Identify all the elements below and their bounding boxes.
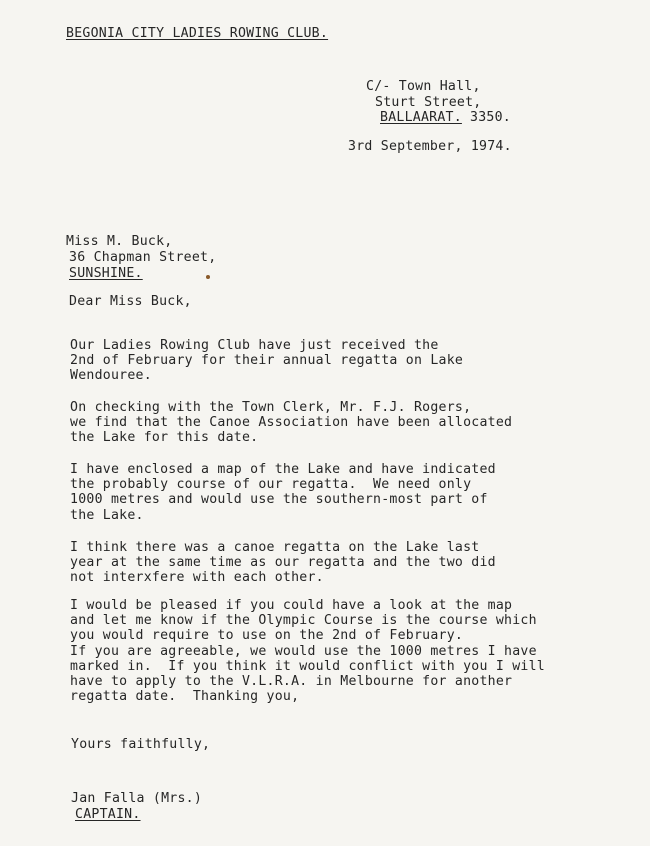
paragraph-2 xyxy=(70,400,512,446)
paragraph-line: the probably course of our regatta. We need only xyxy=(70,477,472,493)
recipient-street: 36 Chapman Street, xyxy=(69,250,217,265)
paragraph-line: you would require to use on the 2nd of February. xyxy=(70,628,464,644)
paragraph-line: we find that the Canoe Association have been allocated xyxy=(70,415,513,431)
paragraph-line: have to apply to the V.L.R.A. in Melbourne for another xyxy=(70,674,513,690)
paragraph-line: On checking with the Town Clerk, Mr. F.J. Rogers, xyxy=(70,400,472,415)
paragraph-line: I would be pleased if you could have a look at the map xyxy=(70,598,513,613)
paragraph-line: year at the same time as our regatta and the two did xyxy=(70,555,496,571)
paragraph-1 xyxy=(70,338,463,384)
paragraph-line: 2nd of February for their annual regatta on Lake xyxy=(70,353,464,369)
paragraph-line: I have enclosed a map of the Lake and have indicated xyxy=(70,462,496,477)
paragraph-line: 1000 metres and would use the southern-most part of xyxy=(70,492,488,508)
paragraph-3 xyxy=(70,462,496,523)
ink-spot xyxy=(206,275,210,279)
paragraph-4 xyxy=(70,540,496,586)
salutation: Dear Miss Buck, xyxy=(69,294,192,309)
recipient-name: Miss M. Buck, xyxy=(66,234,173,249)
sender-postcode: 3350. xyxy=(470,110,511,125)
recipient-suburb: SUNSHINE. xyxy=(69,266,143,281)
paragraph-line: Wendouree. xyxy=(70,368,152,384)
paragraph-line: the Lake for this date. xyxy=(70,430,259,446)
paragraph-5 xyxy=(70,598,545,704)
letterhead: BEGONIA CITY LADIES ROWING CLUB. xyxy=(66,26,329,41)
paragraph-line: the Lake. xyxy=(70,507,144,523)
paragraph-line: and let me know if the Olympic Course is the course which xyxy=(70,613,537,629)
sender-city: BALLAARAT. xyxy=(380,110,462,125)
paragraph-line: marked in. If you think it would conflict with you I will xyxy=(70,658,545,674)
paragraph-line: If you are agreeable, we would use the 1000 metres I have xyxy=(70,643,537,659)
sender-address-line1: C/- Town Hall, xyxy=(366,79,481,94)
paragraph-line: regatta date. Thanking you, xyxy=(70,689,300,705)
paragraph-line: not interxfere with each other. xyxy=(70,570,324,586)
letter-date: 3rd September, 1974. xyxy=(348,139,512,154)
paragraph-line: Our Ladies Rowing Club have just received the xyxy=(70,338,439,353)
closing: Yours faithfully, xyxy=(71,737,211,752)
signatory-name: Jan Falla (Mrs.) xyxy=(71,791,203,806)
sender-address-line2: Sturt Street, xyxy=(375,95,482,110)
signatory-title: CAPTAIN. xyxy=(75,807,141,822)
paragraph-line: I think there was a canoe regatta on the Lake last xyxy=(70,540,480,555)
